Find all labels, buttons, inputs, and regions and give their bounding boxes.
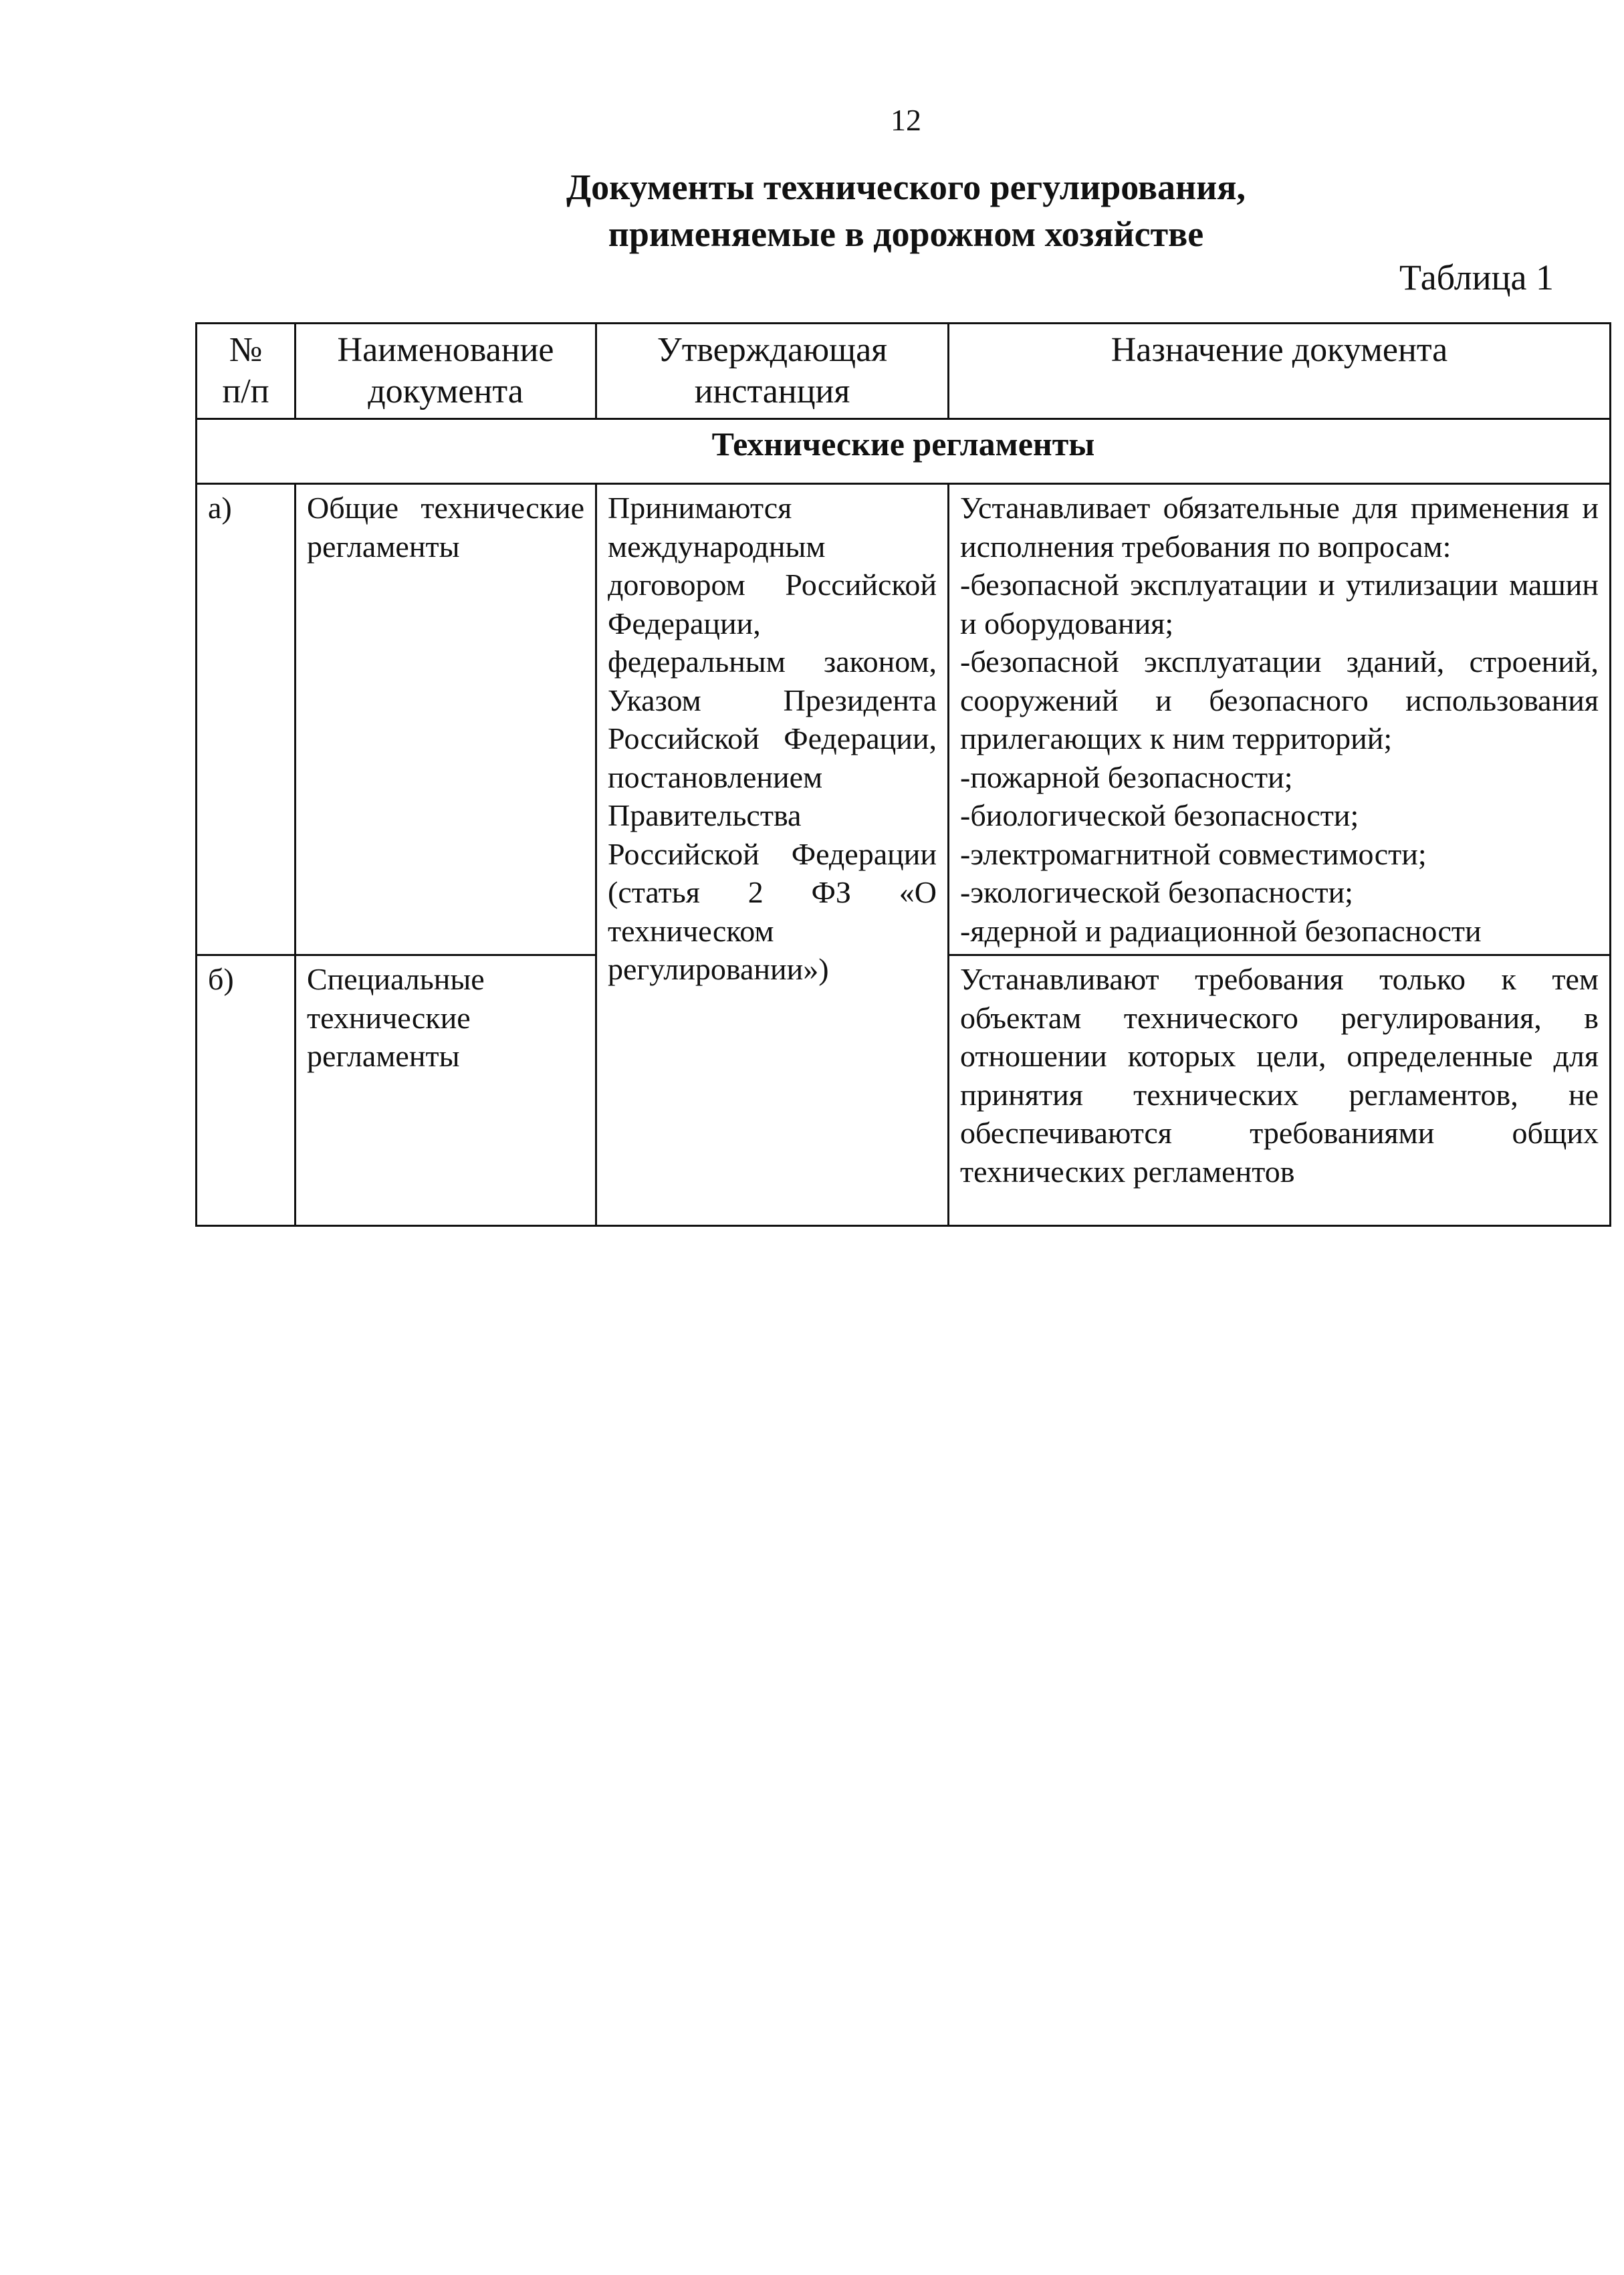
row-b-name: Специальные технические регламенты (296, 955, 596, 1226)
header-authority-line-1: Утверждающая (657, 331, 888, 369)
regulation-table (195, 322, 1611, 1227)
header-num-line-2: п/п (222, 372, 269, 410)
page-number: 12 (891, 103, 921, 137)
header-authority (596, 324, 949, 419)
row-a-purpose-intro: Устанавливает обязательные для применения и исполнения требования по вопросам: (960, 491, 1599, 564)
row-b-purpose: Устанавливают требования только к тем объектам технического регулирования, в отношении которых цели, определенные для принятия технических регламентов, не обеспечиваются требованиями общих технических регламентов (949, 955, 1611, 1226)
section-title: Технические регламенты (197, 419, 1611, 484)
list-item: -пожарной безопасности; (960, 759, 1293, 794)
header-name-line-2: документа (368, 372, 524, 410)
list-item: -электромагнитной совместимости; (960, 836, 1427, 871)
document-title (0, 164, 1624, 257)
header-name (296, 324, 596, 419)
header-num-line-1: № (229, 331, 263, 369)
row-a-purpose (949, 484, 1611, 955)
list-item: -ядерной и радиационной безопасности (960, 913, 1482, 948)
row-a-name: Общие технические регламенты (296, 484, 596, 955)
header-num (197, 324, 296, 419)
table-label: Таблица 1 (1399, 257, 1554, 297)
row-a-num: а) (197, 484, 296, 955)
title-line-2: применяемые в дорожном хозяйстве (608, 214, 1204, 254)
list-item: -безопасной эксплуатации и утилизации машин и оборудования; (960, 568, 1599, 640)
purpose-list (960, 566, 1599, 950)
header-name-line-1: Наименование (337, 331, 554, 369)
header-purpose (949, 324, 1611, 419)
header-purpose-label: Назначение документа (1111, 331, 1448, 369)
list-item: -безопасной эксплуатации зданий, строений, сооружений и безопасного использования прилегающих к ним территорий; (960, 644, 1599, 755)
list-item: -биологической безопасности; (960, 798, 1359, 832)
table-row (197, 484, 1611, 955)
header-authority-line-2: инстанция (694, 372, 850, 410)
table-header-row (197, 324, 1611, 419)
row-b-num: б) (197, 955, 296, 1226)
list-item: -экологической безопасности; (960, 875, 1353, 909)
row-authority: Принимаются международным договором Российской Федерации, федеральным законом, Указом Президента Российской Федерации, постановлением Правительства Российской Федерации (статья 2 ФЗ «О техническом регулировании») (596, 484, 949, 1226)
section-row (197, 419, 1611, 484)
title-line-1: Документы технического регулирования, (566, 167, 1246, 207)
